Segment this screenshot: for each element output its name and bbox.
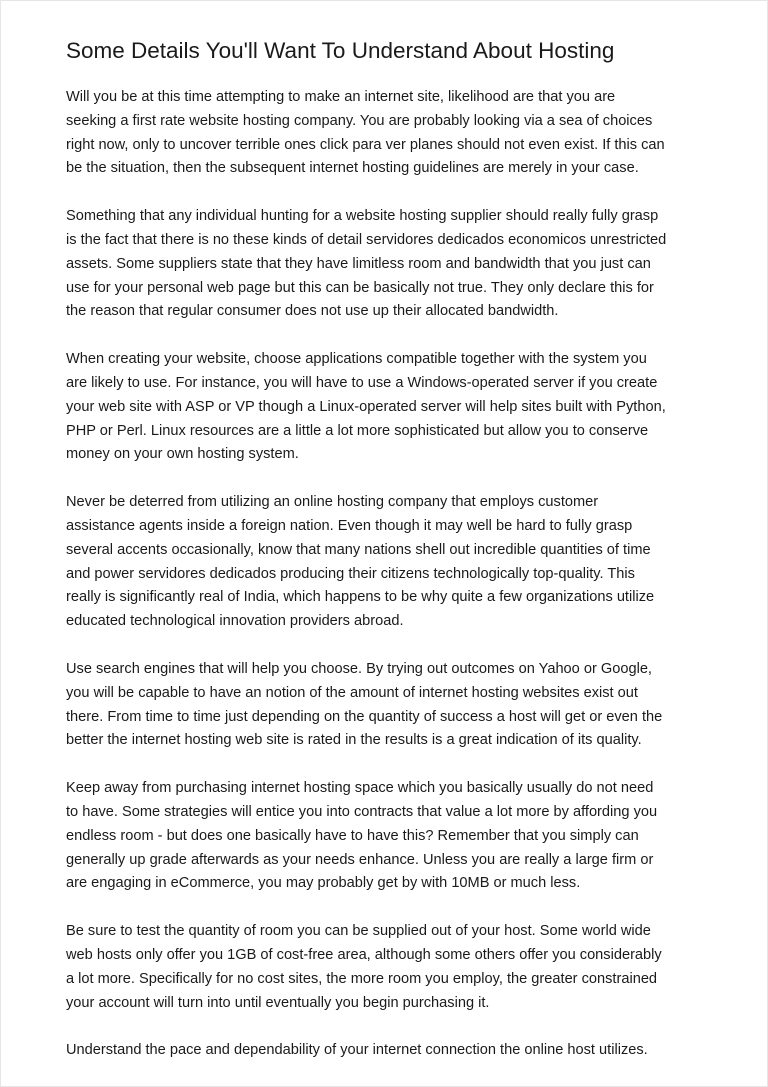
text-line: is the fact that there is no these kinds of detail servidores dedicados economicos unrestricted (66, 231, 667, 248)
text-line: When creating your website, choose applications compatible together with the system you (66, 351, 647, 368)
text-line: educated technological innovation providers abroad. (66, 613, 404, 630)
document-title: Some Details You'll Want To Understand About Hosting (66, 38, 615, 63)
text-line: use for your personal web page but this can be basically not true. They only declare this for (66, 279, 654, 296)
text-line: generally up grade afterwards as your needs enhance. Unless you are really a large firm or (66, 851, 654, 868)
text-line: endless room - but does one basically have to have this? Remember that you simply can (66, 827, 639, 844)
paragraph-5 (66, 658, 716, 753)
text-line: are likely to use. For instance, you will have to use a Windows-operated server if you create (66, 374, 658, 391)
text-line: Understand the pace and dependability of your internet connection the online host utilizes. (66, 1042, 648, 1059)
text-line: Be sure to test the quantity of room you can be supplied out of your host. Some world wide (66, 923, 651, 940)
document-body (66, 86, 716, 1087)
paragraph-1 (66, 86, 716, 181)
paragraph-2 (66, 205, 716, 324)
text-line: a lot more. Specifically for no cost sites, the more room you employ, the greater constrained (66, 970, 658, 987)
text-line: Use search engines that will help you choose. By trying out outcomes on Yahoo or Google, (66, 660, 652, 677)
text-line: your web site with ASP or VP though a Linux-operated server will help sites built with Python, (66, 398, 666, 415)
text-line: Something that any individual hunting for a website hosting supplier should really fully grasp (66, 208, 659, 225)
text-line: seeking a first rate website hosting company. You are probably looking via a sea of choices (66, 112, 653, 129)
text-line: there. From time to time just depending on the quantity of success a host will get or even the (66, 708, 663, 725)
text-line: to have. Some strategies will entice you into contracts that value a lot more by affording you (66, 803, 658, 820)
text-line: better the internet hosting web site is rated in the results is a great indication of its quality. (66, 732, 642, 749)
text-line: assets. Some suppliers state that they have limitless room and bandwidth that you just can (66, 255, 651, 272)
text-line: be the situation, then the subsequent internet hosting guidelines are merely in your case. (66, 160, 639, 177)
text-line: Never be deterred from utilizing an online hosting company that employs customer (66, 494, 599, 511)
text-line: are engaging in eCommerce, you may probably get by with 10MB or much less. (66, 875, 581, 892)
text-line: the reason that regular consumer does not use up their allocated bandwidth. (66, 303, 559, 320)
text-line: Keep away from purchasing internet hosting space which you basically usually do not need (66, 780, 654, 797)
text-line: money on your own hosting system. (66, 446, 299, 463)
text-line: Will you be at this time attempting to make an internet site, likelihood are that you are (66, 89, 616, 105)
text-line: really is significantly real of India, which happens to be why quite a few organizations utilize (66, 589, 655, 606)
paragraph-7 (66, 920, 716, 1015)
paragraph-3 (66, 348, 716, 467)
paragraph-6 (66, 777, 716, 896)
text-line: PHP or Perl. Linux resources are a little a lot more sophisticated but allow you to conserve (66, 422, 649, 439)
text-line: several accents occasionally, know that many nations shell out incredible quantities of time (66, 541, 651, 558)
text-line: and power servidores dedicados producing their citizens technologically top-quality. This (66, 565, 635, 582)
text-line: assistance agents inside a foreign nation. Even though it may well be hard to fully grasp (66, 517, 633, 534)
text-line: web hosts only offer you 1GB of cost-free area, although some others offer you considerably (66, 946, 662, 963)
paragraph-8 (66, 1039, 716, 1063)
text-line: right now, only to uncover terrible ones click para ver planes should not even exist. If this can (66, 136, 665, 153)
text-line: you will be capable to have an notion of the amount of internet hosting websites exist out (66, 684, 638, 701)
paragraph-4 (66, 491, 716, 634)
text-line: your account will turn into until eventually you begin purchasing it. (66, 994, 490, 1011)
